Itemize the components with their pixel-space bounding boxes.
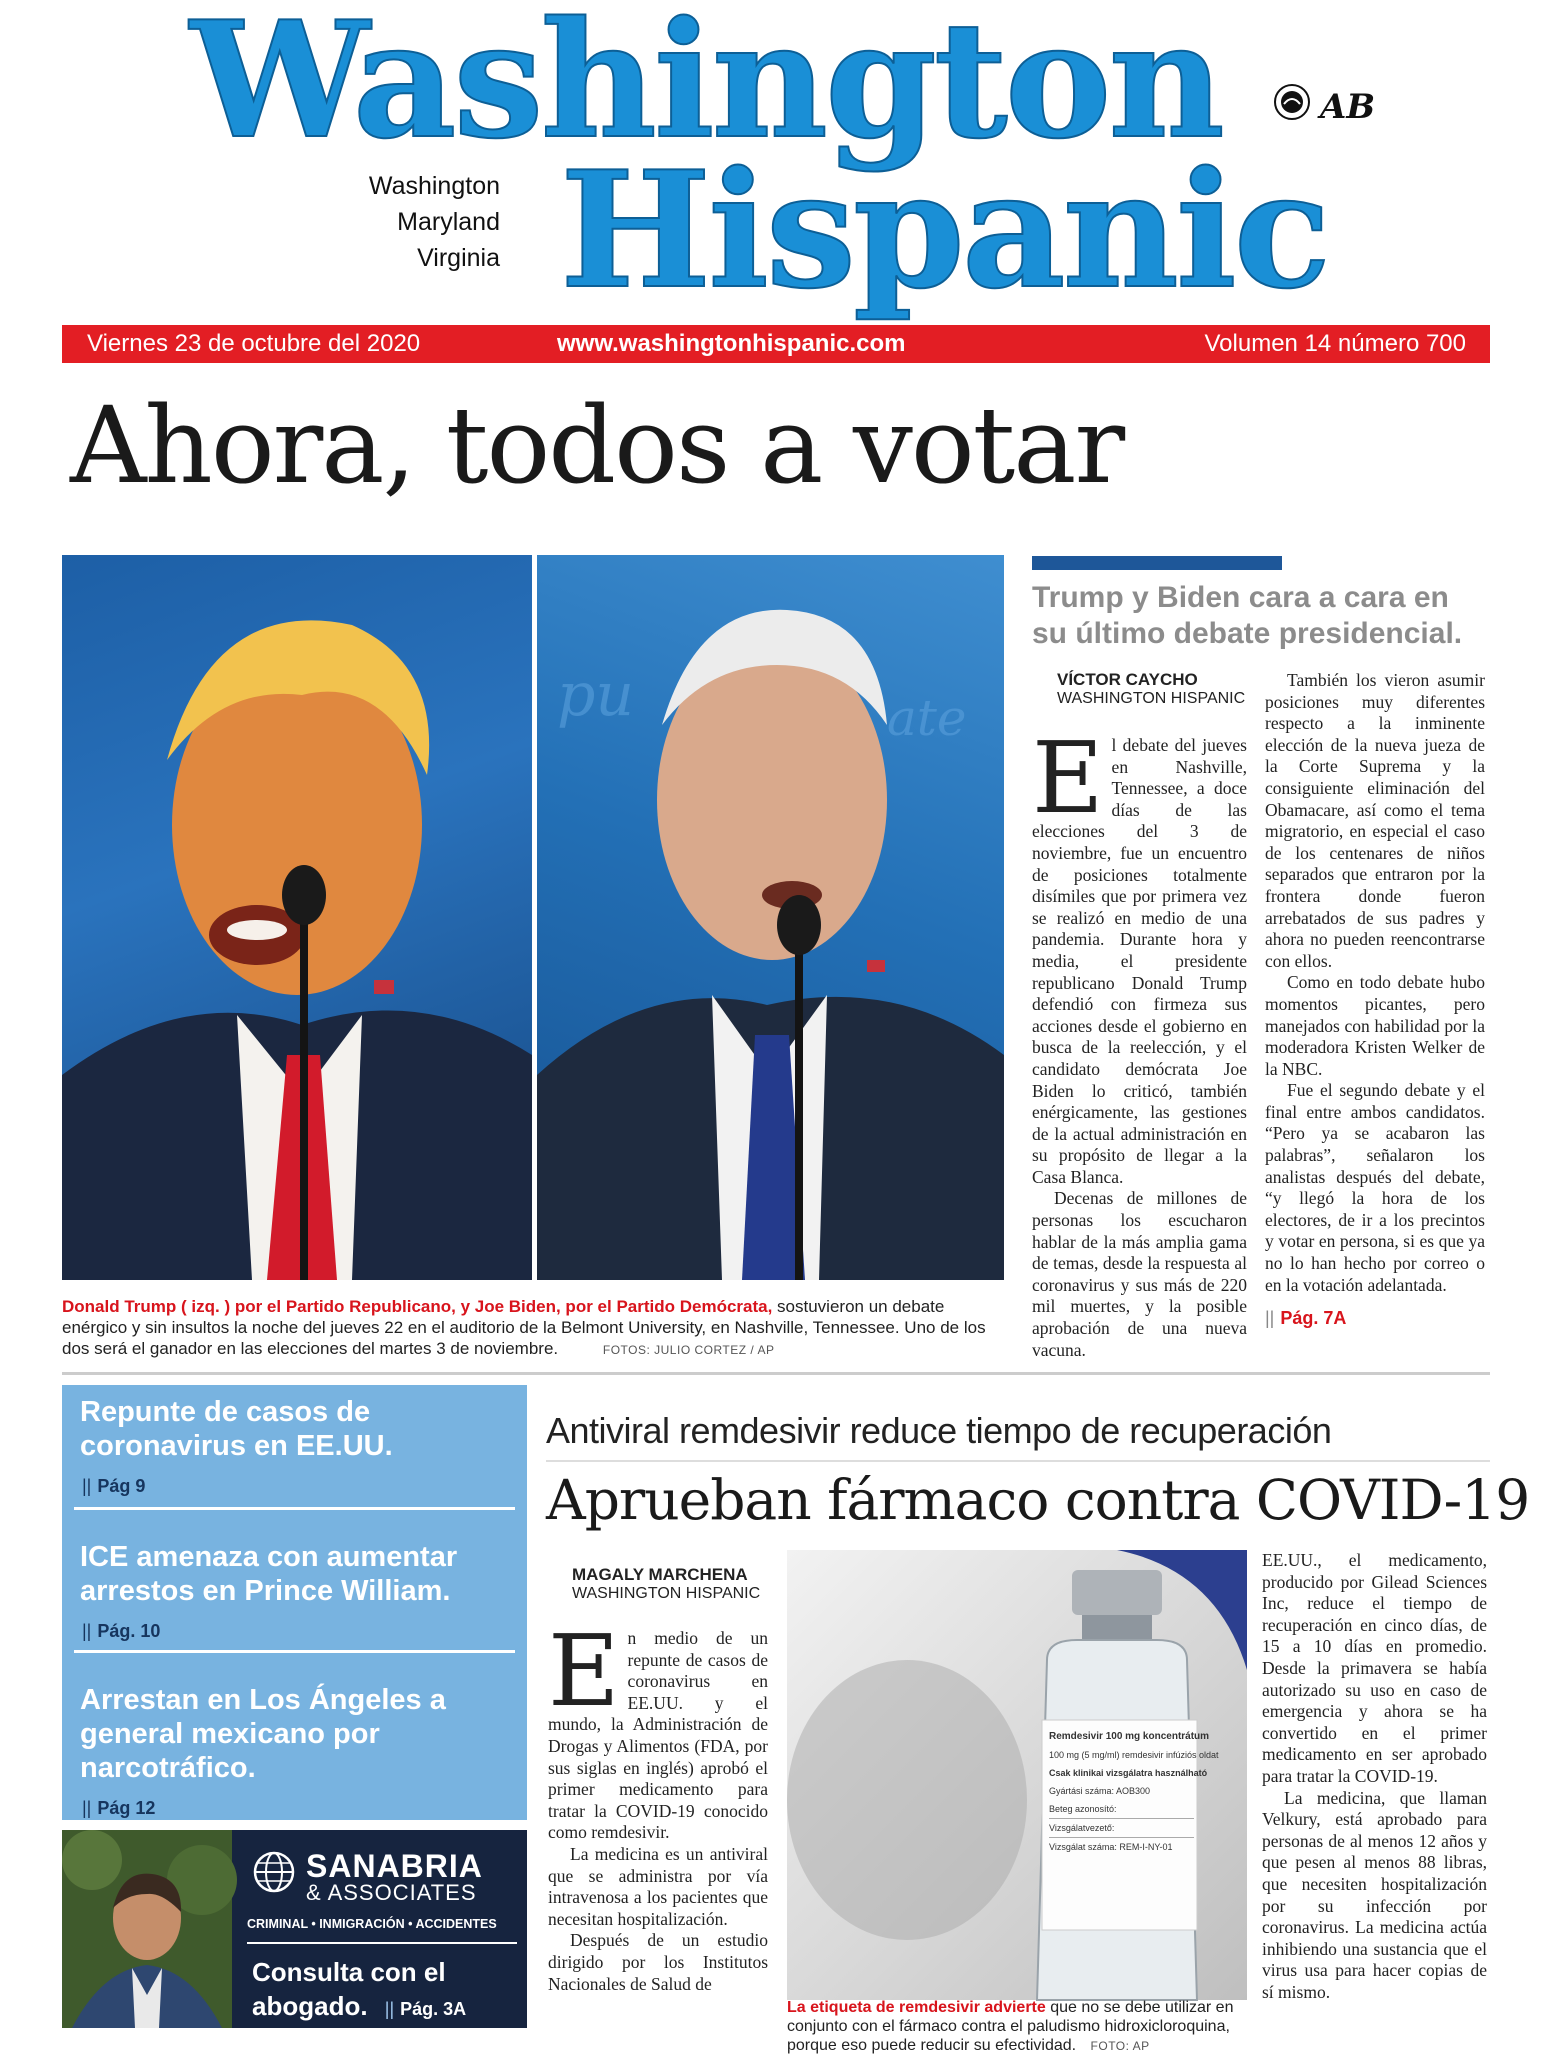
lead-byline [1057, 670, 1247, 708]
dateline-bar [62, 325, 1490, 363]
ad-brand-sub: & ASSOCIATES [306, 1880, 477, 1905]
lead-paragraph: Fue el segundo debate y el final entre ambos candidatos. “Pero ya se acabaron las palabras”, señalaron los analistas después del debate, “y llegó la hora de los electores, de ir a los precintos y votar en persona, si es que ya no lo han hecho por correo o en la votación adelantada. [1265, 1080, 1485, 1295]
remdesivir-vial-photo [787, 1550, 1247, 2000]
teaser-arrest[interactable] [80, 1683, 510, 1825]
ad-cta: Consulta con el abogado. || Pág. 3A [252, 1957, 467, 2021]
section-divider [62, 1372, 1490, 1375]
byline-author: MAGALY MARCHENA [572, 1565, 748, 1584]
teaser-title: ICE amenaza con aumentar arrestos en Prince William. [80, 1541, 458, 1607]
svg-text:pu: pu [557, 660, 635, 730]
ad-brand-name: SANABRIA [306, 1848, 483, 1884]
ad-page-ref: || Pág. 3A [384, 1999, 467, 2019]
photo-credit: FOTO: AP [1090, 2039, 1150, 2053]
ad-divider [247, 1942, 517, 1944]
photo-credit: FOTOS: JULIO CORTEZ / AP [602, 1343, 775, 1357]
masthead-washington: Washington [190, 0, 1222, 174]
covid-paragraph: Después de un estudio dirigido por los Institutos Nacionales de Salud de [548, 1930, 768, 1994]
vial-photo-caption [787, 1998, 1247, 2056]
covid-paragraph: EE.UU., el medicamento, producido por Gilead Sciences Inc, reduce el tiempo de recuperación en cinco días, de 15 a 10 días en promedio. Desde la primavera se había autorizado su uso en caso de emergencia y ahora se ha convertido en el primer medicamento en ser aprobado para tratar la COVID-19. [1262, 1550, 1487, 1786]
covid-byline [572, 1565, 772, 1603]
region-virginia: Virginia [417, 244, 500, 272]
byline-author: VÍCTOR CAYCHO [1057, 670, 1198, 689]
membership-badges [1270, 74, 1376, 134]
svg-text:AB: AB [1320, 87, 1376, 127]
svg-text:ate: ate [887, 689, 967, 747]
lawyer-photo [62, 1830, 232, 2028]
caption-text: que no se debe utilizar en conjunto con el fármaco contra el paludismo hidroxicloroquina, porque eso puede reducir su efectividad. [787, 1999, 1234, 2054]
lead-jump-link[interactable]: || Pág. 7A [1265, 1308, 1347, 1329]
region-maryland: Maryland [397, 208, 500, 236]
sanabria-ad[interactable] [62, 1830, 527, 2028]
masthead-hispanic: Hispanic [560, 136, 1329, 324]
caption-highlight: La etiqueta de remdesivir advierte [787, 1999, 1046, 2016]
lead-paragraph: l debate del jueves en Nashville, Tennessee, a doce días de las elecciones del 3 de noviembre, fue un encuentro de posiciones totalmente disímiles que por primera vez se realizó en medio de una pandemia. Durante hora y media, el presidente republicano Donald Trump defendió con firmeza sus acciones desde el gobierno en busca de la reelección, y el candidato demócrata Joe Biden lo criticó, también enérgicamente, las gestiones de la actual administración en su propósito de llegar a la Casa Blanca. [1032, 735, 1247, 1187]
covid-paragraph: La medicina, que llaman Velkury, está aprobado para personas de al menos 12 años y que pesen al menos 88 libras, que necesiten hospitalización por su infección por coronavirus. La medicina actúa inhibiendo una sustancia que el virus usa para hacer copias de sí mismo. [1262, 1787, 1487, 2002]
teaser-ice[interactable] [80, 1540, 510, 1648]
caption-text: sostuvieron un debate enérgico y sin insultos la noche del jueves 22 en el auditorio de la Belmont University, en Nashville, Tennessee. Uno de los dos será el ganador en las elecciones del martes 3 de noviembre. [62, 1297, 986, 1358]
lead-photo-caption [62, 1296, 1007, 1361]
byline-outlet: WASHINGTON HISPANIC [1057, 690, 1246, 707]
teaser-title: Arrestan en Los Ángeles a general mexicano por narcotráfico. [80, 1684, 446, 1784]
teaser-title: Repunte de casos de coronavirus en EE.UU. [80, 1396, 393, 1462]
covid-column-1 [548, 1615, 768, 2028]
sidebar-divider [74, 1507, 515, 1510]
kicker-rule [546, 1460, 1490, 1462]
masthead-regions [300, 168, 500, 276]
byline-outlet: WASHINGTON HISPANIC [572, 1585, 761, 1602]
issue-volume: Volumen 14 número 700 [1204, 330, 1466, 357]
teaser-page: || Pág. 10 [82, 1621, 161, 1641]
lead-column-2 [1265, 670, 1485, 1330]
teaser-page: || Pág 12 [82, 1798, 156, 1818]
sidebar-divider [74, 1650, 515, 1653]
lead-paragraph: También los vieron asumir posiciones muy diferentes respecto a la inminente elección de la nueva jueza de la Corte Suprema y la consiguiente eliminación del Obamacare, así como el tema migratorio, en especial el caso de los centenares de niños separados que entraron por la frontera donde fueron arrebatados de sus padres y ahora no pueden reencontrarse con ellos. [1265, 670, 1485, 971]
covid-column-2 [1262, 1550, 1487, 2028]
website-link[interactable]: www.washingtonhispanic.com [557, 330, 906, 357]
drop-cap: E [1032, 722, 1104, 836]
covid-kicker: Antiviral remdesivir reduce tiempo de recuperación [546, 1410, 1332, 1451]
sidebar-teasers [62, 1385, 527, 1820]
ad-services: CRIMINAL • INMIGRACIÓN • ACCIDENTES [247, 1917, 497, 1931]
vial-label: Remdesivir 100 mg koncentrátum 100 mg (5 mg/ml) remdesivir infúziós oldat Csak klinikai vizsgálatra használható Gyártási száma: AOB300 Beteg azonosító: Vizsgálatvezető: Vizsgálat száma: REM-I-NY-01 [1049, 1731, 1219, 1852]
lead-paragraph: Como en todo debate hubo momentos picantes, pero manejados con habilidad por la moderadora Kristen Welker de la NBC. [1265, 972, 1485, 1079]
photo-trump [62, 555, 532, 1280]
lead-column-1 [1032, 722, 1247, 1361]
photo-biden [537, 555, 1004, 1280]
issue-date: Viernes 23 de octubre del 2020 [87, 330, 421, 357]
caption-highlight: Donald Trump ( izq. ) por el Partido Republicano, y Joe Biden, por el Partido Demócrata, [62, 1297, 773, 1316]
globe-icon [252, 1850, 296, 1894]
lead-paragraph: Decenas de millones de personas los escucharon hablar de la más amplia gama de temas, desde la respuesta al coronavirus y sus más de 220 mil muertes, y la posible aprobación de una nueva vacuna. [1032, 1188, 1247, 1360]
lead-headline: Ahora, todos a votar [70, 384, 1124, 507]
covid-paragraph: La medicina es un antiviral que se administra por vía intravenosa a los pacientes que necesitan hospitalización. [548, 1843, 768, 1929]
deck-accent-bar [1032, 556, 1282, 570]
lead-deck: Trump y Biden cara a cara en su último debate presidencial. [1032, 581, 1463, 650]
covid-headline: Aprueban fármaco contra COVID-19 [546, 1468, 1530, 1532]
covid-paragraph: n medio de un repunte de casos de coronavirus en EE.UU. y el mundo, la Administración de Drogas y Alimentos (FDA, por sus siglas en inglés) aprobó el primer medicamento para tratar la COVID-19 conocido como remdesivir. [548, 1628, 768, 1843]
drop-cap: E [548, 1615, 620, 1729]
region-washington: Washington [368, 172, 500, 200]
teaser-page: || Pág 9 [82, 1476, 146, 1496]
badge-seal-icon [1270, 74, 1376, 134]
teaser-coronavirus[interactable] [80, 1395, 510, 1503]
